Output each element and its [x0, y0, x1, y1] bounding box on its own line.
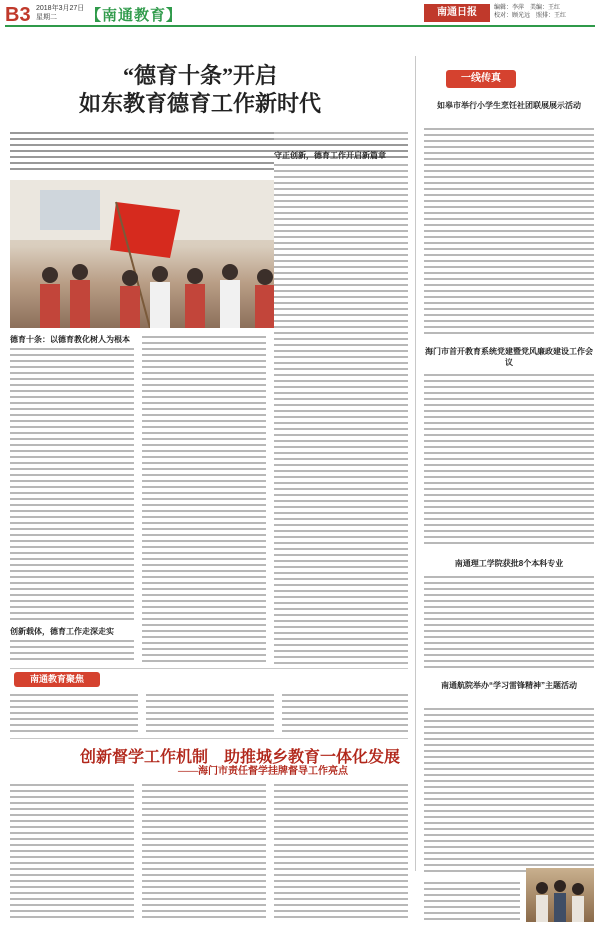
newspaper-logo: 南通日报: [424, 4, 490, 22]
issue-date: [36, 4, 84, 22]
sidebar-photo: [526, 868, 594, 922]
editor-credit: [494, 4, 566, 12]
main-headline: [30, 62, 370, 118]
staff-credits: [494, 4, 566, 20]
sidebar-label: 一线传真: [446, 70, 516, 88]
column-divider: [415, 56, 416, 871]
body-column-3-top: [274, 130, 408, 144]
sidebar-item-3-body: [424, 574, 594, 670]
headline-line-1: “德育十条”开启: [122, 63, 277, 88]
sidebar-item-4-body: [424, 706, 594, 876]
sidebar-item-2-body: [424, 372, 594, 548]
report-col-1: [10, 692, 138, 734]
checker-name: 照排：王红: [536, 13, 567, 19]
sidebar-item-3-title: 南通理工学院获批8个本科专业: [454, 559, 564, 568]
report-divider: [10, 668, 408, 669]
body-column-1: [10, 346, 134, 620]
sidebar-item-2-title: 海门市首开教育系统党建暨党风廉政建设工作会议: [425, 347, 593, 367]
sidebar-item-1-title: 如皋市举行小学生烹饪社团联展展示活动: [437, 101, 581, 110]
sidebar-item-4-body-tail: [424, 880, 520, 922]
bottom-col-1: [10, 782, 134, 922]
sidebar-photo-icon: [526, 868, 594, 922]
section-title: 【南通教育】: [86, 7, 183, 24]
sidebar-item-1-body: [424, 126, 594, 336]
headline-line-2: 如东教育德育工作新时代: [78, 91, 321, 116]
bottom-col-2: [142, 782, 266, 922]
subhead-a: 德育十条：以德育教化树人为根本: [10, 335, 130, 344]
date-text: 2018年3月27日: [36, 5, 85, 12]
body-column-3: [274, 162, 408, 664]
subhead-b: 创新载体，德育工作走深走实: [10, 627, 114, 636]
body-column-2: [142, 334, 266, 664]
proofreader-name: 校对：顾光远: [494, 13, 531, 19]
bottom-divider: [10, 738, 408, 739]
designer-name: 美编：王红: [530, 5, 561, 11]
weekday-text: 星期二: [36, 14, 57, 21]
report-col-3: [282, 692, 408, 734]
proof-credit: [494, 12, 566, 20]
editor-name: 编辑：李萍: [494, 5, 525, 11]
header-rule: [5, 25, 595, 27]
subhead-c: 守正创新，德育工作开启新篇章: [274, 151, 386, 160]
body-column-1b: [10, 638, 134, 664]
report-col-2: [146, 692, 274, 734]
report-label: 南通教育聚焦: [14, 672, 100, 687]
page-number: B3: [5, 4, 31, 26]
sidebar-item-4-title: 南通航院举办“学习雷锋精神”主题活动: [441, 681, 577, 690]
bottom-subtitle: ——海门市责任督学挂牌督导工作亮点: [178, 766, 348, 777]
bottom-headline: 创新督学工作机制 助推城乡教育一体化发展: [80, 749, 401, 766]
bottom-col-3: [274, 782, 408, 922]
